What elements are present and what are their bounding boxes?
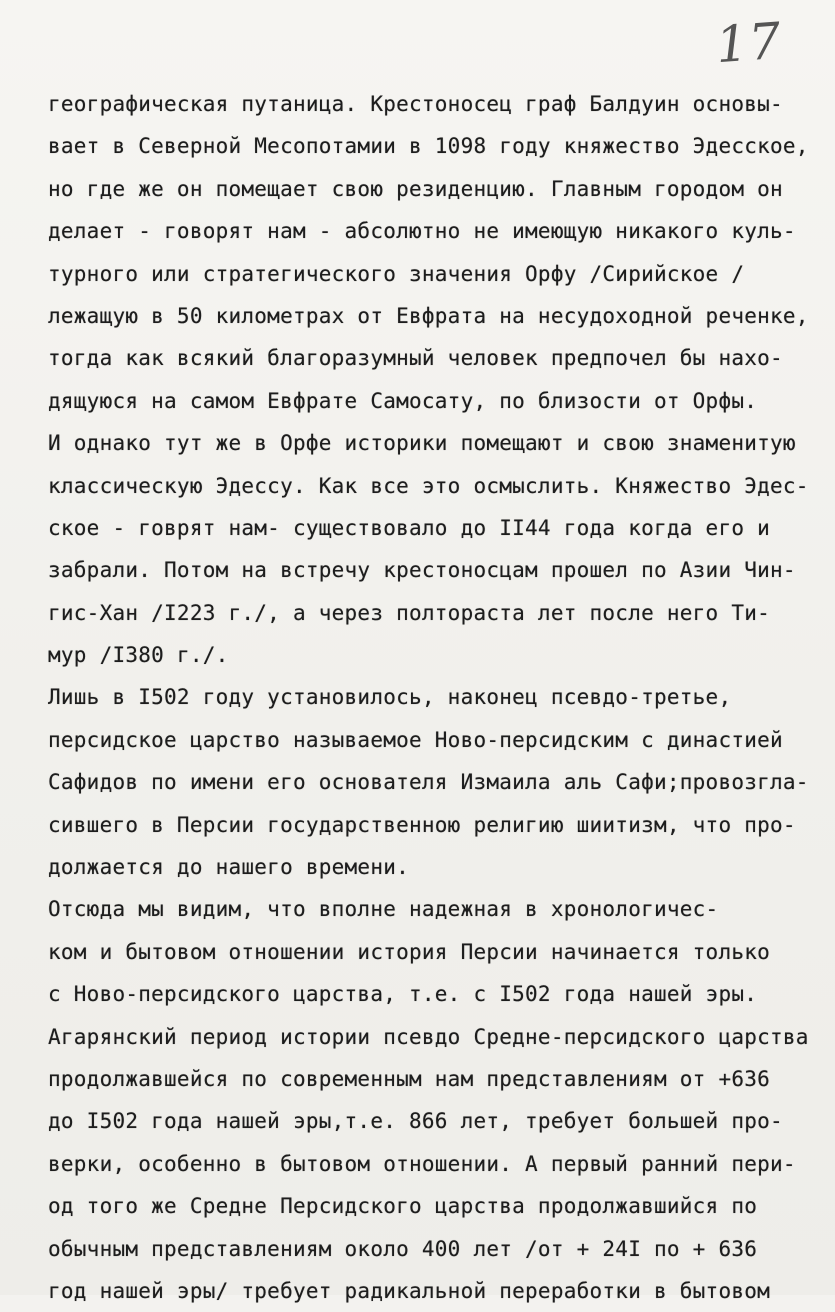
text-line: обычным представлениям около 400 лет /от + 24I по + 636: [48, 1236, 758, 1261]
text-line: мур /I380 г./.: [48, 643, 229, 668]
page-number: 17: [714, 11, 784, 75]
text-line: ское - говрят нам- существовало до II44 года когда его и: [48, 515, 771, 540]
text-line: но где же он помещает свою резиденцию. Главным городом он: [48, 176, 783, 201]
text-line: географическая путаница. Крестоносец граф Балдуин основы-: [48, 92, 783, 116]
text-line: Лишь в I502 году установилось, наконец псевдо-третье,: [48, 685, 732, 710]
text-line: лежащую в 50 километрах от Евфрата на несудоходной речeнке,: [48, 303, 809, 328]
text-line: од того же Средне Персидского царства продолжавшийся по: [48, 1194, 758, 1219]
text-line: с Ново-персидского царства, т.е. с I502 года нашей эры.: [48, 982, 758, 1007]
text-line: персидское царство называемое Ново-персидским с династией: [48, 727, 783, 752]
text-line: забрали. Потом на встречу крестоносцам прошел по Азии Чин-: [48, 558, 796, 583]
text-line: ком и бытовом отношении история Персии начинается только: [48, 939, 771, 964]
text-line: сившего в Персии государственною религию шиитизм, что про-: [48, 812, 796, 837]
text-line: Агарянский период истории псевдо Средне-персидского царства: [48, 1024, 809, 1049]
text-line: вает в Северной Месопотамии в 1098 году княжество Эдесское,: [48, 134, 809, 159]
text-line: тогда как всякий благоразумный человек предпочел бы нахо-: [48, 346, 783, 371]
text-line: классическую Эдессу. Как все это осмыслить. Княжество Эдес-: [48, 473, 809, 498]
text-line: Сафидов по имени его основателя Измаила аль Сафи;провозгла-: [48, 770, 809, 795]
text-line: Отсюда мы видим, что вполне надежная в хронологичес-: [48, 897, 719, 922]
typewritten-text: [48, 83, 835, 1312]
text-line: год нашей эры/ требует радикальной переработки в бытовом: [48, 1278, 771, 1303]
text-line: верки, особенно в бытовом отношении. А первый ранний пери-: [48, 1151, 796, 1176]
text-line: дящуюся на самом Евфрате Самосату, по близости от Орфы.: [48, 388, 758, 413]
text-line: гис-Хан /I223 г./, а через полтораста лет после него Ти-: [48, 600, 771, 625]
text-line: делает - говорят нам - абсолютно не имеющую никакого куль-: [48, 219, 796, 244]
text-line: турного или стратегического значения Орфу /Сирийское /: [48, 261, 745, 286]
text-line: до I502 года нашей эры,т.е. 866 лет, требует большей про-: [48, 1109, 783, 1134]
text-line: И однако тут же в Орфе историки помещают и свою знаменитую: [48, 431, 796, 456]
text-line: должается до нашего времени.: [48, 855, 410, 880]
text-line: продолжавшейся по современным нам представлениям от +636: [48, 1066, 771, 1091]
